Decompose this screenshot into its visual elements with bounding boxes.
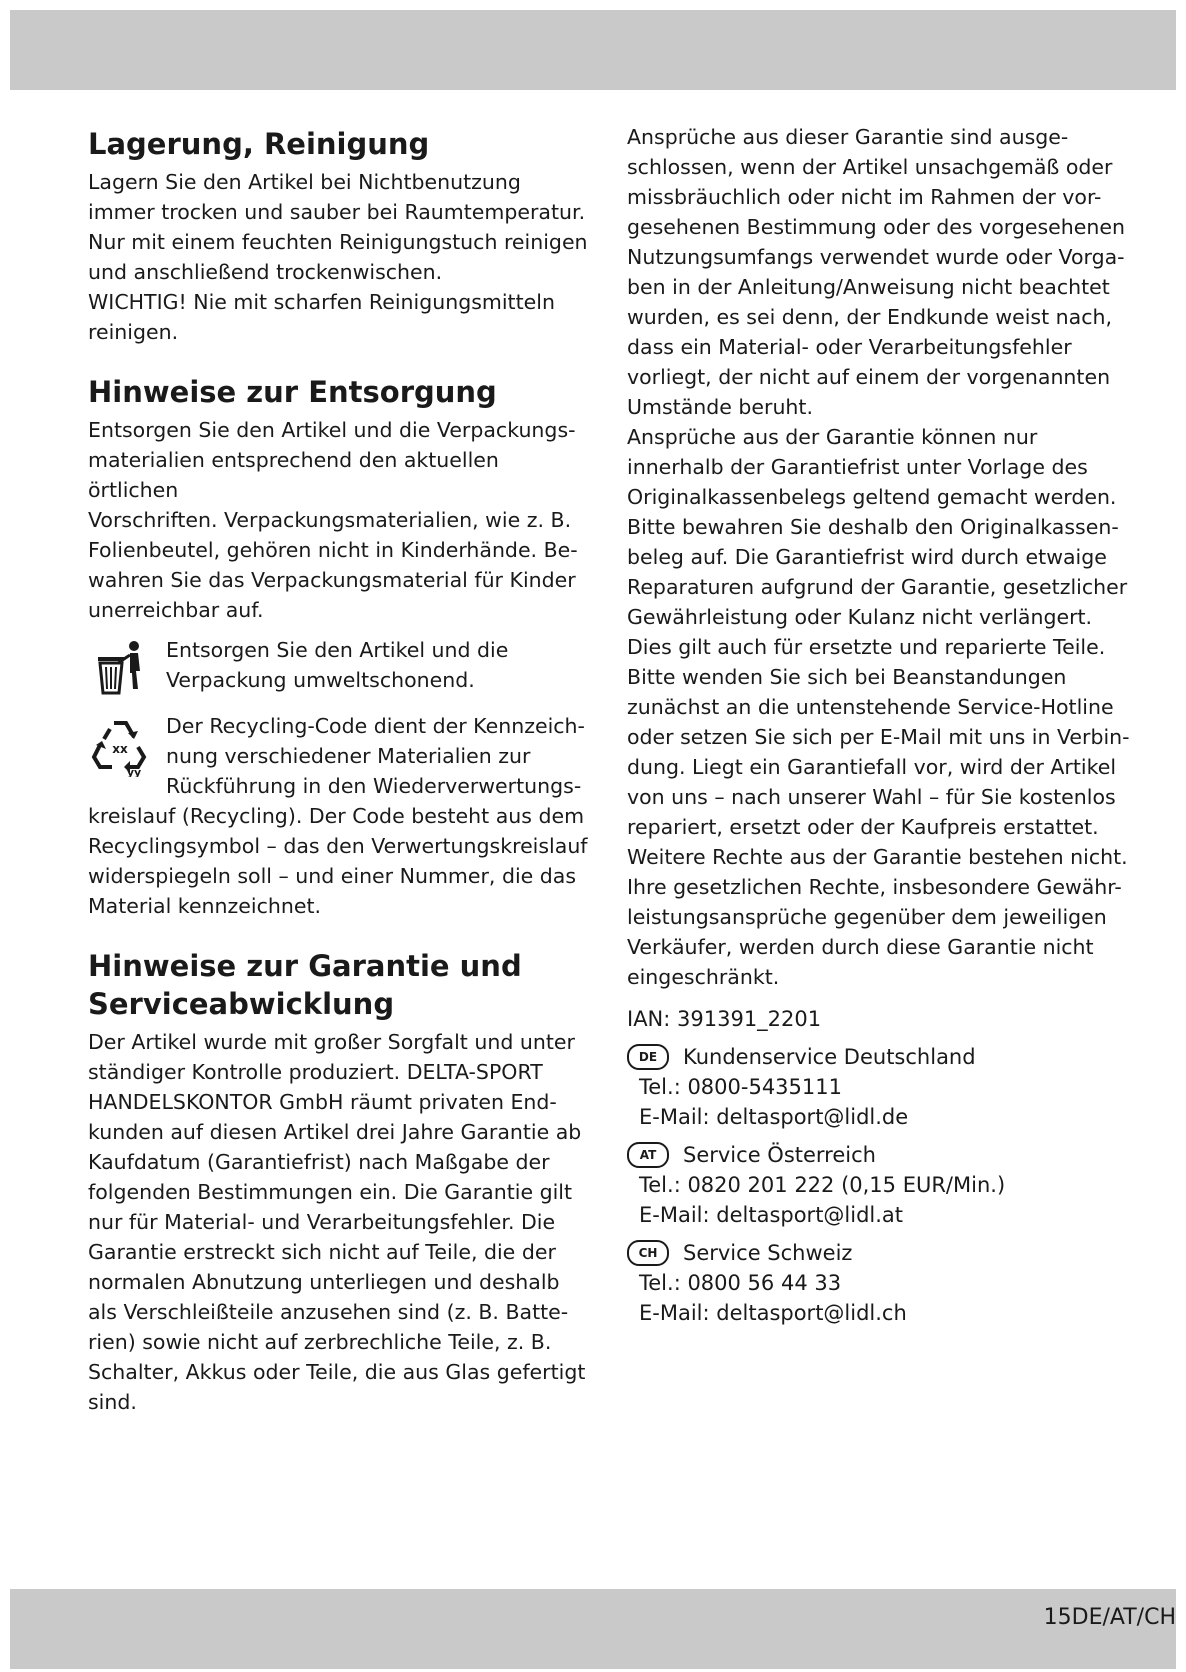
ian-number: IAN: 391391_2201	[627, 1007, 822, 1031]
service-de-name: Kundenservice Deutschland	[683, 1045, 976, 1069]
storage-title: Lagerung, Reinigung	[88, 127, 430, 161]
bin-note-text: Entsorgen Sie den Artikel und die Verpackung umweltschonend.	[166, 638, 509, 692]
section-storage	[88, 125, 588, 347]
header-band	[10, 10, 1176, 90]
page-number: 15DE/AT/CH	[1043, 1605, 1176, 1630]
service-de-email: E-Mail: deltasport@lidl.de	[639, 1105, 909, 1129]
recycling-code-icon	[88, 713, 152, 777]
warranty-title: Hinweise zur Garantie und Serviceabwicklung	[88, 949, 522, 1021]
warranty-conditions-text: Ansprüche aus dieser Garantie sind ausge- schlossen, wenn der Artikel unsachgemäß oder missbräuchlich oder nicht im Rahmen der vor- gesehenen Bestimmung oder des vorgesehenen Nutzungsumfangs verwendet wurde oder Vorga- ben in der Anleitung/Anweisung nicht beachtet wurden, es sei denn, der Endkunde weist nach, dass ein Material- oder Verarbeitungsfehler vorliegt, der nicht auf einem der vorgenannten Umstände beruht. Ansprüche aus der Garantie können nur innerhalb der Garantiefrist unter Vorlage des Originalkassenbelegs geltend gemacht werden. Bitte bewahren Sie deshalb den Originalkassen- beleg auf. Die Garantiefrist wird durch etwaige Reparaturen aufgrund der Garantie, gesetzlicher Gewährleistung oder Kulanz nicht verlängert. Dies gilt auch für ersetzte und reparierte Teile. Bitte wenden Sie sich bei Beanstandungen zunächst an die untenstehende Service-Hotline oder setzen Sie sich per E-Mail mit uns in Verbin- dung. Liegt ein Garantiefall vor, wird der Artikel von uns – nach unserer Wahl – für Sie kostenlos repariert, ersetzt oder der Kaufpreis erstattet. Weitere Rechte aus der Garantie bestehen nicht. Ihre gesetzlichen Rechte, insbesondere Gewähr- leistungsansprüche gegenüber dem jeweiligen Verkäufer, werden durch diese Garantie nicht eingeschränkt.	[627, 125, 1130, 989]
de-country-badge-icon: DE	[627, 1044, 669, 1070]
disposal-text: Entsorgen Sie den Artikel und die Verpackungs- materialien entsprechend den aktuellen örtlichen Vorschriften. Verpackungsmaterialien, wie z. B. Folienbeutel, gehören nicht in Kinderhände. Be- wahren Sie das Verpackungsmaterial für Kinder unerreichbar auf.	[88, 418, 578, 622]
section-warranty	[88, 947, 588, 1417]
section-disposal	[88, 373, 588, 921]
storage-text: Lagern Sie den Artikel bei Nichtbenutzung immer trocken und sauber bei Raumtemperatur. Nur mit einem feuchten Reinigungstuch reinigen und anschließend trockenwischen. WICHTIG! Nie mit scharfen Reinigungsmitteln reinigen.	[88, 170, 588, 344]
at-country-badge-icon: AT	[627, 1142, 669, 1168]
service-ch	[627, 1238, 1162, 1328]
recycle-code-top: xx	[112, 742, 128, 756]
service-at-tel: Tel.: 0820 201 222 (0,15 EUR/Min.)	[639, 1173, 1006, 1197]
ch-country-badge-icon: CH	[627, 1240, 669, 1266]
recycle-code-bottom: yy	[126, 766, 142, 777]
service-ch-email: E-Mail: deltasport@lidl.ch	[639, 1301, 907, 1325]
service-ch-tel: Tel.: 0800 56 44 33	[639, 1271, 842, 1295]
disposal-title: Hinweise zur Entsorgung	[88, 375, 497, 409]
service-at-email: E-Mail: deltasport@lidl.at	[639, 1203, 904, 1227]
service-ch-name: Service Schweiz	[683, 1241, 853, 1265]
footer-band	[10, 1589, 1176, 1669]
left-column	[88, 125, 588, 1417]
warranty-text: Der Artikel wurde mit großer Sorgfalt und unter ständiger Kontrolle produziert. DELTA-SPORT HANDELSKONTOR GmbH räumt privaten End- kunden auf diesen Artikel drei Jahre Garantie ab Kaufdatum (Garantiefrist) nach Maßgabe der folgenden Bestimmungen ein. Die Garantie gilt nur für Material- und Verarbeitungsfehler. Die Garantie erstreckt sich nicht auf Teile, die der normalen Abnutzung unterliegen und deshalb als Verschleißteile anzusehen sind (z. B. Batte- rien) sowie nicht auf zerbrechliche Teile, z. B. Schalter, Akkus oder Teile, die aus Glas gefertigt sind.	[88, 1030, 586, 1414]
recycling-note-text-indented: Der Recycling-Code dient der Kennzeich- nung verschiedener Materialien zur Rückführung in den Wiederverwertungs-	[166, 714, 585, 798]
service-de	[627, 1042, 1162, 1132]
bin-note	[88, 635, 588, 697]
service-de-tel: Tel.: 0800-5435111	[639, 1075, 842, 1099]
trash-bin-person-icon	[88, 637, 152, 701]
recycling-note-text: kreislauf (Recycling). Der Code besteht aus dem Recyclingsymbol – das den Verwertungskreislauf widerspiegeln soll – und einer Nummer, die das Material kennzeichnet.	[88, 804, 588, 918]
right-column	[627, 122, 1162, 1328]
service-at-name: Service Österreich	[683, 1143, 876, 1167]
recycling-note	[88, 711, 588, 801]
service-at	[627, 1140, 1162, 1230]
